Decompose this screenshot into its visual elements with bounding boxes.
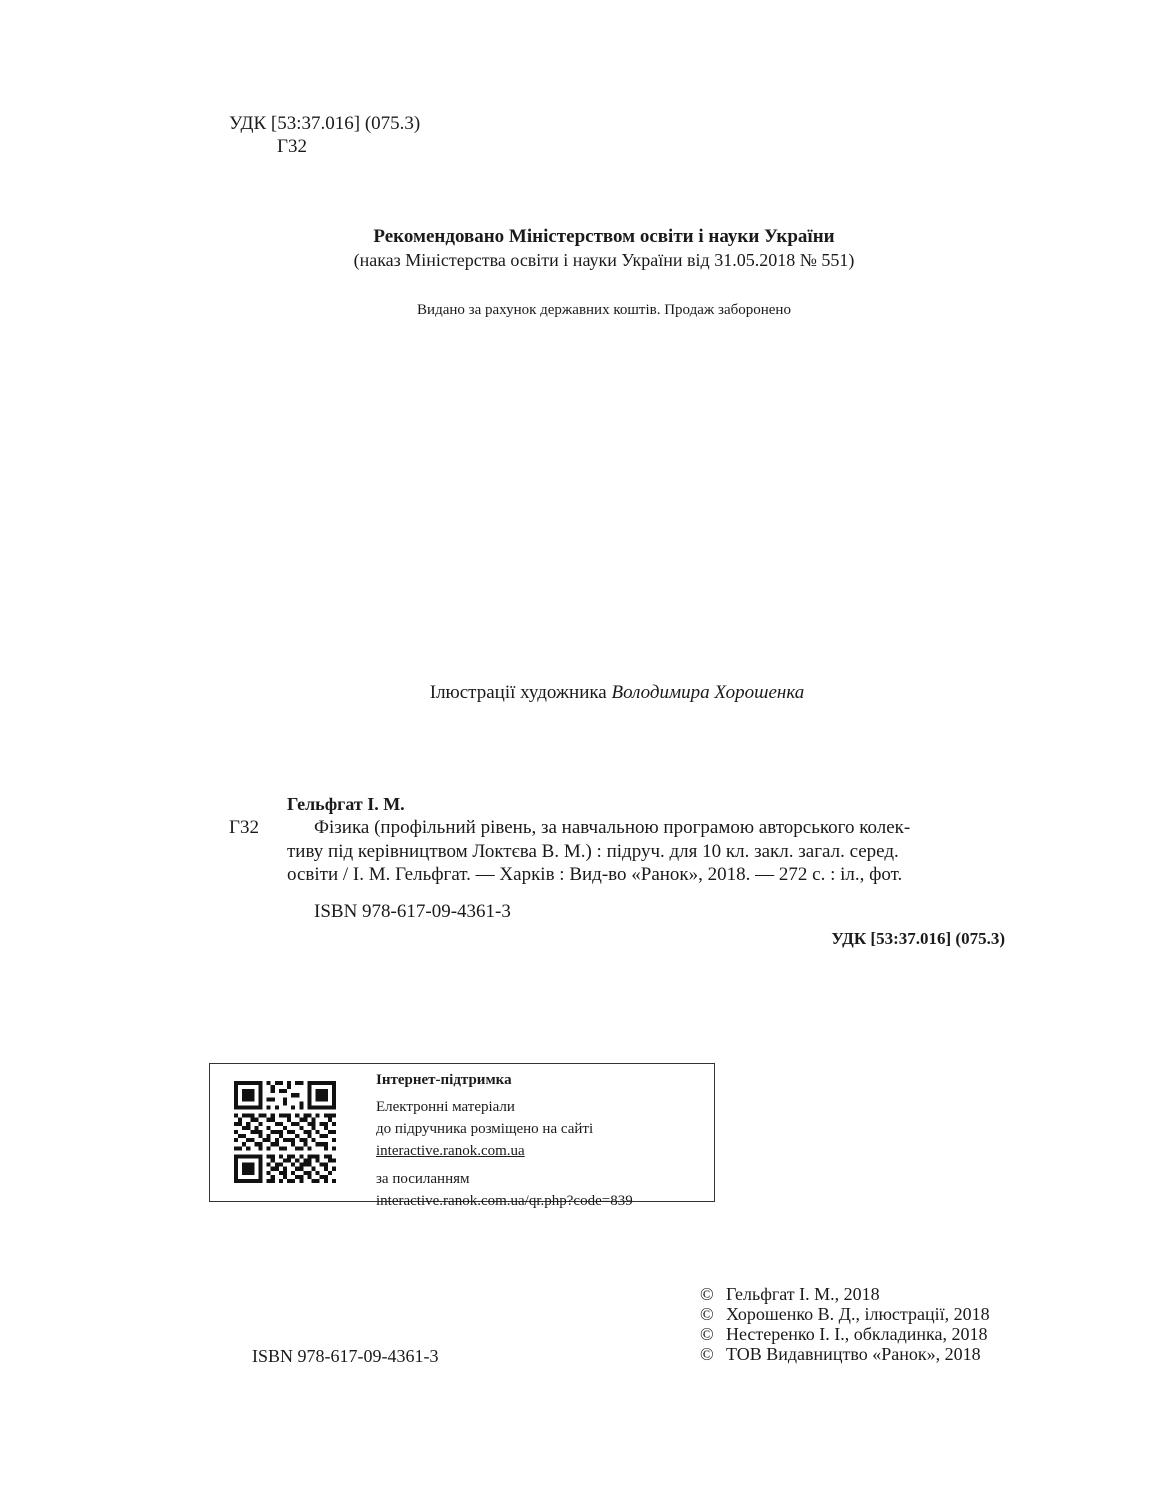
support-line-3: за посиланням — [376, 1171, 470, 1187]
copyright-text: Гельфгат І. М., 2018 — [726, 1284, 880, 1304]
support-line-2: до підручника розміщено на сайті — [376, 1121, 594, 1137]
ministry-order: (наказ Міністерства освіти і науки України від 31.05.2018 № 551) — [353, 250, 855, 270]
isbn-bottom: ISBN 978-617-09-4361-3 — [252, 1346, 439, 1366]
support-text-block — [376, 1069, 633, 1212]
support-qr-link[interactable]: interactive.ranok.com.ua/qr.php?code=839 — [376, 1193, 633, 1209]
ministry-recommendation: Рекомендовано Міністерством освіти і науки України — [373, 226, 835, 247]
funding-notice: Видано за рахунок державних коштів. Продаж заборонено — [417, 302, 791, 318]
copyright-symbol: © — [700, 1304, 714, 1324]
qr-code-icon[interactable] — [234, 1081, 336, 1183]
catalog-code: Г32 — [229, 817, 259, 838]
support-line-1: Електронні матеріали — [376, 1099, 515, 1115]
support-title: Інтернет-підтримка — [376, 1072, 512, 1088]
copyright-item — [700, 1304, 990, 1324]
udk-header: УДК [53:37.016] (075.3) — [229, 113, 421, 134]
copyright-text: Нестеренко І. І., обкладинка, 2018 — [726, 1324, 988, 1344]
copyright-symbol: © — [700, 1344, 714, 1364]
catalog-udk: УДК [53:37.016] (075.3) — [831, 929, 1005, 948]
copyright-item — [700, 1344, 990, 1364]
catalog-code-header: Г32 — [277, 136, 307, 157]
catalog-description-line-3: освіти / І. М. Гельфгат. — Харків : Вид-во «Ранок», 2018. — 272 с. : іл., фот. — [287, 864, 903, 885]
copyright-text: ТОВ Видавництво «Ранок», 2018 — [726, 1344, 981, 1364]
illustrations-credit — [0, 681, 1162, 705]
internet-support-box — [209, 1063, 715, 1209]
copyright-symbol: © — [700, 1284, 714, 1304]
catalog-description-line-1: Фізика (профільний рівень, за навчальною програмою авторського колек- — [314, 817, 911, 838]
catalog-description-line-2: тиву під керівництвом Локтєва В. М.) : підруч. для 10 кл. закл. загал. серед. — [287, 841, 899, 862]
illustrations-label: Ілюстрації художника — [429, 682, 607, 703]
illustrator-name: Володимира Хорошенка — [611, 682, 805, 703]
support-site-link[interactable]: interactive.ranok.com.ua — [376, 1143, 525, 1159]
copyright-text: Хорошенко В. Д., ілюстрації, 2018 — [726, 1304, 990, 1324]
copyright-symbol: © — [700, 1324, 714, 1344]
copyright-item — [700, 1284, 990, 1304]
catalog-isbn: ISBN 978-617-09-4361-3 — [314, 901, 511, 922]
catalog-author: Гельфгат І. М. — [287, 794, 405, 814]
copyright-list — [700, 1284, 990, 1364]
copyright-item — [700, 1324, 990, 1344]
